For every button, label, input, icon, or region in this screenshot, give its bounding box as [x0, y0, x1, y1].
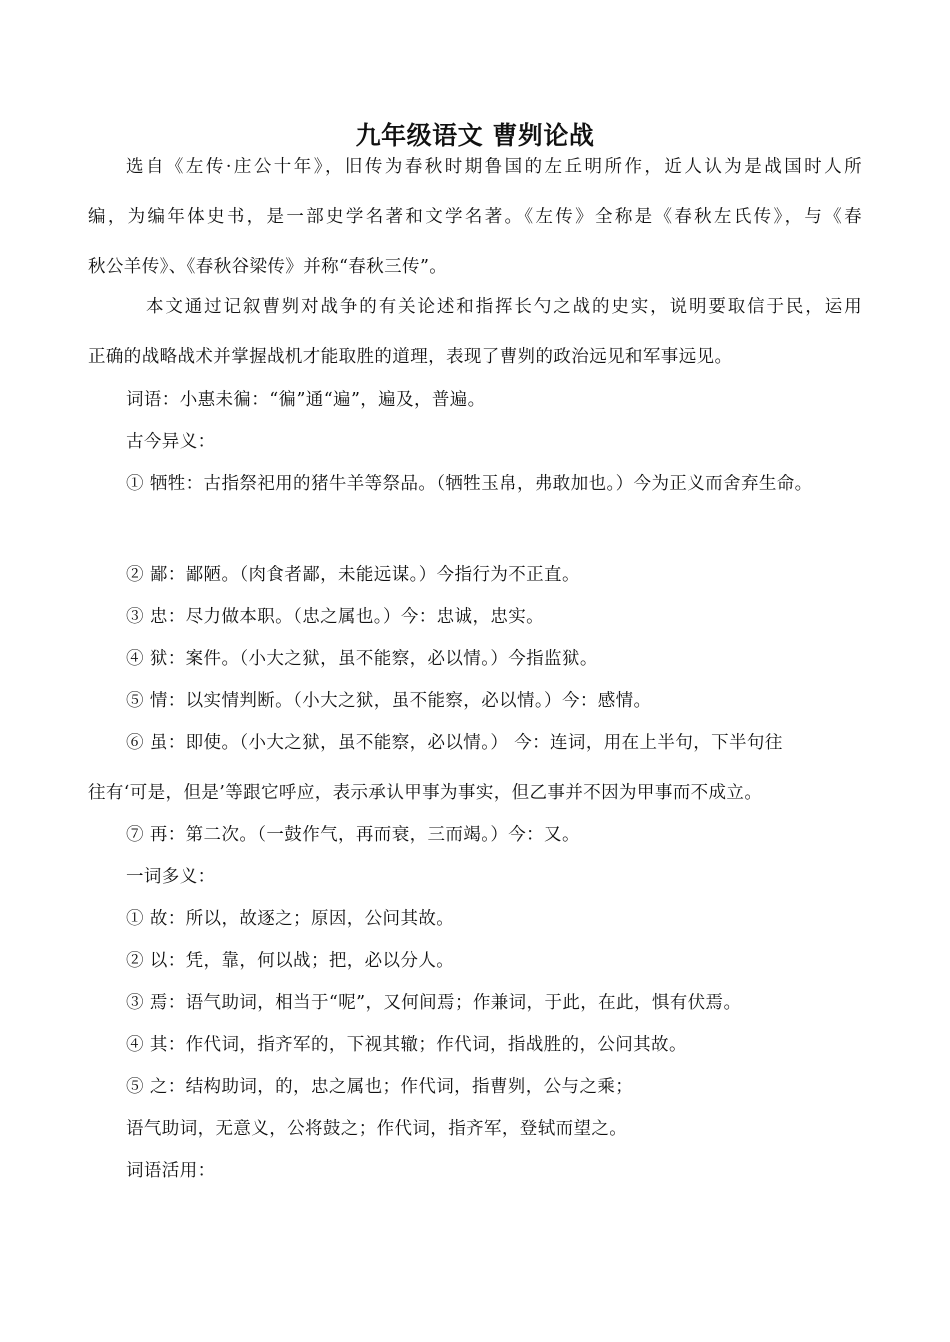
usage-heading: 词语活用：: [126, 1161, 216, 1181]
polysemy-item-3: ③ 焉：语气助词，相当于“呢”，又何间焉；作兼词，于此，在此，惧有伏焉。: [126, 993, 742, 1013]
ancient-modern-item-6-continued: 往有‘可是，但是’等跟它呼应，表示承认甲事为事实，但乙事并不因为甲事而不成立。: [88, 783, 763, 803]
intro-line-1: 选自《左传·庄公十年》，旧传为春秋时期鲁国的左丘明所作，近人认为是战国时人所: [126, 157, 862, 177]
ancient-modern-item-5: ⑤ 情：以实情判断。（小大之狱，虽不能察，必以情。）今：感情。: [126, 691, 652, 711]
polysemy-item-4: ④ 其：作代词，指齐军的，下视其辙；作代词，指战胜的，公问其故。: [126, 1035, 687, 1055]
intro-line-3: 秋公羊传》、《春秋谷梁传》并称“春秋三传”。: [88, 257, 448, 277]
vocab-line: 词语：小惠未徧：“徧”通“遍”，遍及，普遍。: [126, 390, 486, 410]
ancient-modern-item-4: ④ 狱：案件。（小大之狱，虽不能察，必以情。）今指监狱。: [126, 649, 598, 669]
ancient-modern-item-2: ② 鄙：鄙陋。（肉食者鄙，未能远谋。）今指行为不正直。: [126, 565, 580, 585]
summary-line-1: 本文通过记叙曹刿对战争的有关论述和指挥长勺之战的史实，说明要取信于民，运用: [146, 297, 862, 317]
summary-line-2: 正确的战略战术并掌握战机才能取胜的道理，表现了曹刿的政治远见和军事远见。: [88, 347, 733, 367]
ancient-modern-item-7: ⑦ 再：第二次。（一鼓作气，再而衰，三而竭。）今：又。: [126, 825, 580, 845]
polysemy-item-2: ② 以：凭，靠，何以战；把，必以分人。: [126, 951, 455, 971]
document-title: 九年级语文 曹刿论战: [355, 121, 595, 150]
ancient-modern-item-1: ① 牺牲：古指祭祀用的猪牛羊等祭品。（牺牲玉帛，弗敢加也。）今为正义而舍弃生命。: [126, 474, 813, 494]
polysemy-heading: 一词多义：: [126, 867, 216, 887]
polysemy-item-1: ① 故：所以，故逐之；原因，公问其故。: [126, 909, 455, 929]
ancient-modern-item-3: ③ 忠：尽力做本职。（忠之属也。）今：忠诚，忠实。: [126, 607, 545, 627]
intro-line-2: 编，为编年体史书，是一部史学名著和文学名著。《左传》全称是《春秋左氏传》，与《春: [88, 207, 862, 227]
polysemy-item-5: ⑤ 之：结构助词，的，忠之属也；作代词，指曹刿，公与之乘；: [126, 1077, 634, 1097]
ancient-modern-heading: 古今异义：: [126, 432, 216, 452]
ancient-modern-item-6: ⑥ 虽：即使。（小大之狱，虽不能察，必以情。） 今：连词，用在上半句，下半句往: [126, 733, 783, 753]
polysemy-item-5-continued: 语气助词，无意义，公将鼓之；作代词，指齐军，登轼而望之。: [126, 1119, 628, 1139]
